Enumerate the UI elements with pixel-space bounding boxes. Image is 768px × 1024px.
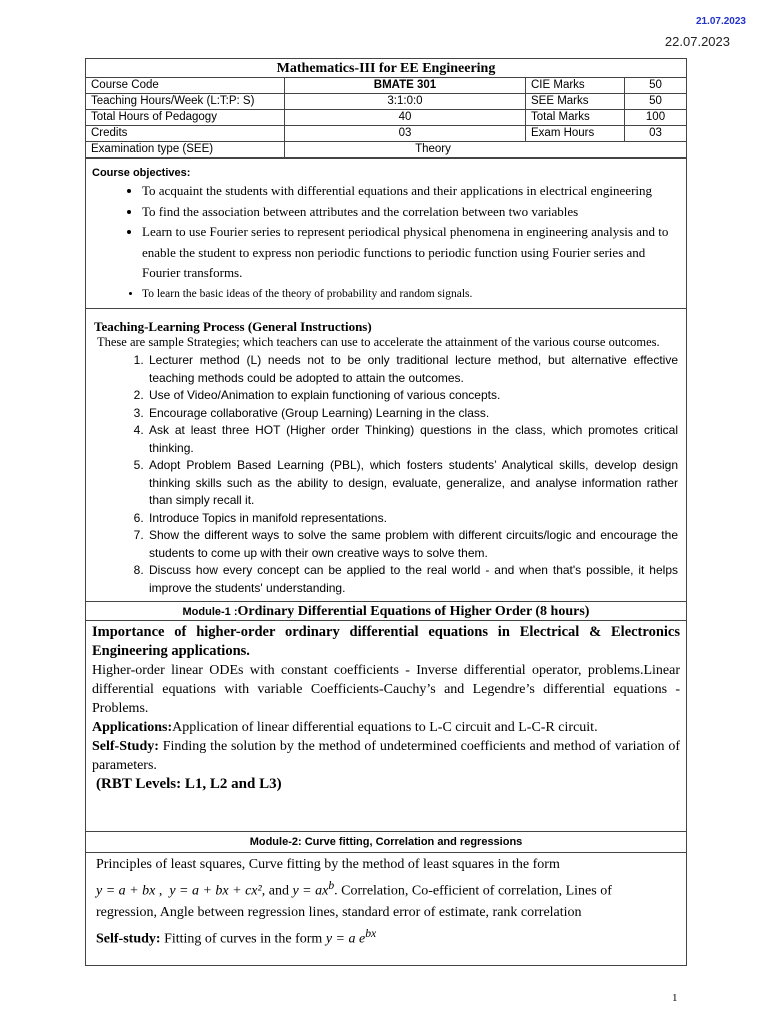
- list-item: 4. Ask at least three HOT (Higher order Thinking) questions in the class, which promotes critical thinking.: [147, 422, 678, 457]
- objectives-list: [92, 181, 678, 304]
- and-text: , and: [261, 883, 289, 899]
- cell-label2: SEE Marks: [526, 94, 625, 110]
- cell-value2: 03: [625, 126, 687, 142]
- list-item: 7. Show the different ways to solve the same problem with different circuits/logic and encourage the students to come up with their own creative ways to solve them.: [147, 527, 678, 562]
- cell-label2: Exam Hours: [526, 126, 625, 142]
- list-item: 8. Discuss how every concept can be applied to the real world - and when that's possible, it helps improve the students' understanding.: [147, 562, 678, 597]
- cell-value: Theory: [285, 142, 687, 158]
- course-title: Mathematics-III for EE Engineering: [86, 59, 686, 78]
- module1-header: [86, 601, 686, 621]
- syllabus-frame: [85, 58, 687, 966]
- equation-power: y = ax: [292, 883, 329, 899]
- list-item: • Learn to use Fourier series to represent periodical physical phenomena in engineering analysis and to enable the student to express non periodic functions to periodic function using Fourier series and Fourier transforms.: [142, 222, 678, 284]
- cell-label: Total Hours of Pedagogy: [86, 110, 285, 126]
- cell-value: BMATE 301: [285, 78, 526, 94]
- module1-content: Higher-order linear ODEs with constant coefficients - Inverse differential operator, problems.Linear differential equations with variable Coefficients-Cauchy’s and Legendre’s differential equations - Problems.: [92, 663, 680, 716]
- table-row: [86, 126, 686, 142]
- tlp-list: [94, 352, 678, 597]
- table-row: [86, 78, 686, 94]
- table-row: [86, 142, 686, 158]
- table-row: [86, 110, 686, 126]
- list-item: 6. Introduce Topics in manifold representations.: [147, 510, 678, 528]
- equation-linear: y = a + bx: [96, 883, 156, 899]
- module2-header: Module-2: Curve fitting, Correlation and regressions: [86, 831, 686, 853]
- module2-content: y = a + bx , y = a + bx + cx², and $y = ax^b$. Correlation, Co-efficient of correlation, Lines of regression, Angle between regression lines, standard error of estimate, rank correlation: [96, 879, 612, 920]
- module2-selfstudy-text: Fitting of curves in the form: [160, 931, 326, 947]
- module1-title: Ordinary Differential Equations of Higher Order (8 hours): [237, 604, 590, 619]
- cell-label: Course Code: [86, 78, 285, 94]
- module2-selfstudy-label: Self-study:: [96, 931, 161, 947]
- cell-value2: 100: [625, 110, 687, 126]
- cell-value: 03: [285, 126, 526, 142]
- cell-value2: 50: [625, 78, 687, 94]
- tlp-intro: These are sample Strategies; which teachers can use to accelerate the attainment of the various course outcomes.: [97, 335, 660, 349]
- list-item: 3. Encourage collaborative (Group Learning) Learning in the class.: [147, 405, 678, 423]
- module2-body: [86, 853, 686, 949]
- cell-value2: 50: [625, 94, 687, 110]
- module2-line1: Principles of least squares, Curve fitting by the method of least squares in the form: [96, 857, 560, 872]
- course-info-table: [86, 59, 686, 158]
- cell-label2: CIE Marks: [526, 78, 625, 94]
- equation-exponential: y = a e: [325, 931, 366, 947]
- date-handwritten: 22.07.2023: [664, 34, 730, 49]
- objectives-title: Course objectives:: [92, 167, 191, 179]
- cell-label: Credits: [86, 126, 285, 142]
- cell-label: Teaching Hours/Week (L:T:P: S): [86, 94, 285, 110]
- teaching-learning-process: [86, 308, 686, 601]
- equation-exponential-exponent: bx: [365, 926, 377, 940]
- tlp-title: Teaching-Learning Process (General Instructions): [94, 319, 372, 334]
- module1-body: [86, 621, 686, 831]
- course-objectives: [86, 158, 686, 308]
- list-item: 2. Use of Video/Animation to explain functioning of various concepts.: [147, 387, 678, 405]
- applications-text: Application of linear differential equations to L-C circuit and L-C-R circuit.: [172, 720, 598, 735]
- module2-rest: . Correlation, Co-efficient of correlation, Lines of regression, Angle between regression lines, standard error of estimate, rank correlation: [96, 883, 612, 920]
- equation-power-exponent: b: [328, 879, 335, 892]
- cell-value: 40: [285, 110, 526, 126]
- rbt-levels: (RBT Levels: L1, L2 and L3): [96, 776, 282, 792]
- list-item: • To acquaint the students with differential equations and their applications in electrical engineering: [142, 181, 678, 202]
- list-item: • To find the association between attributes and the correlation between two variables: [142, 202, 678, 223]
- cell-label2: Total Marks: [526, 110, 625, 126]
- cell-value: 3:1:0:0: [285, 94, 526, 110]
- list-item: • To learn the basic ideas of the theory of probability and random signals.: [142, 284, 678, 305]
- cell-label: Examination type (SEE): [86, 142, 285, 158]
- selfstudy-label: Self-Study:: [92, 739, 159, 754]
- list-item: 1. Lecturer method (L) needs not to be only traditional lecture method, but alternative effective teaching methods could be adopted to attain the outcomes.: [147, 352, 678, 387]
- equation-quadratic: y = a + bx + cx²: [169, 883, 262, 899]
- date-stamp: 21.07.2023: [695, 16, 746, 27]
- module1-label: Module-1 :: [182, 606, 238, 618]
- list-item: 5. Adopt Problem Based Learning (PBL), which fosters students’ Analytical skills, develop design thinking skills such as the ability to design, evaluate, generalize, and analyse information rather than simply recall it.: [147, 457, 678, 510]
- table-row: [86, 94, 686, 110]
- applications-label: Applications:: [92, 720, 173, 735]
- selfstudy-text: Finding the solution by the method of undetermined coefficients and method of variation of parameters.: [92, 739, 680, 773]
- page-number: 1: [672, 992, 678, 1004]
- module1-importance: Importance of higher-order ordinary differential equations in Electrical & Electronics Engineering applications.: [92, 624, 680, 659]
